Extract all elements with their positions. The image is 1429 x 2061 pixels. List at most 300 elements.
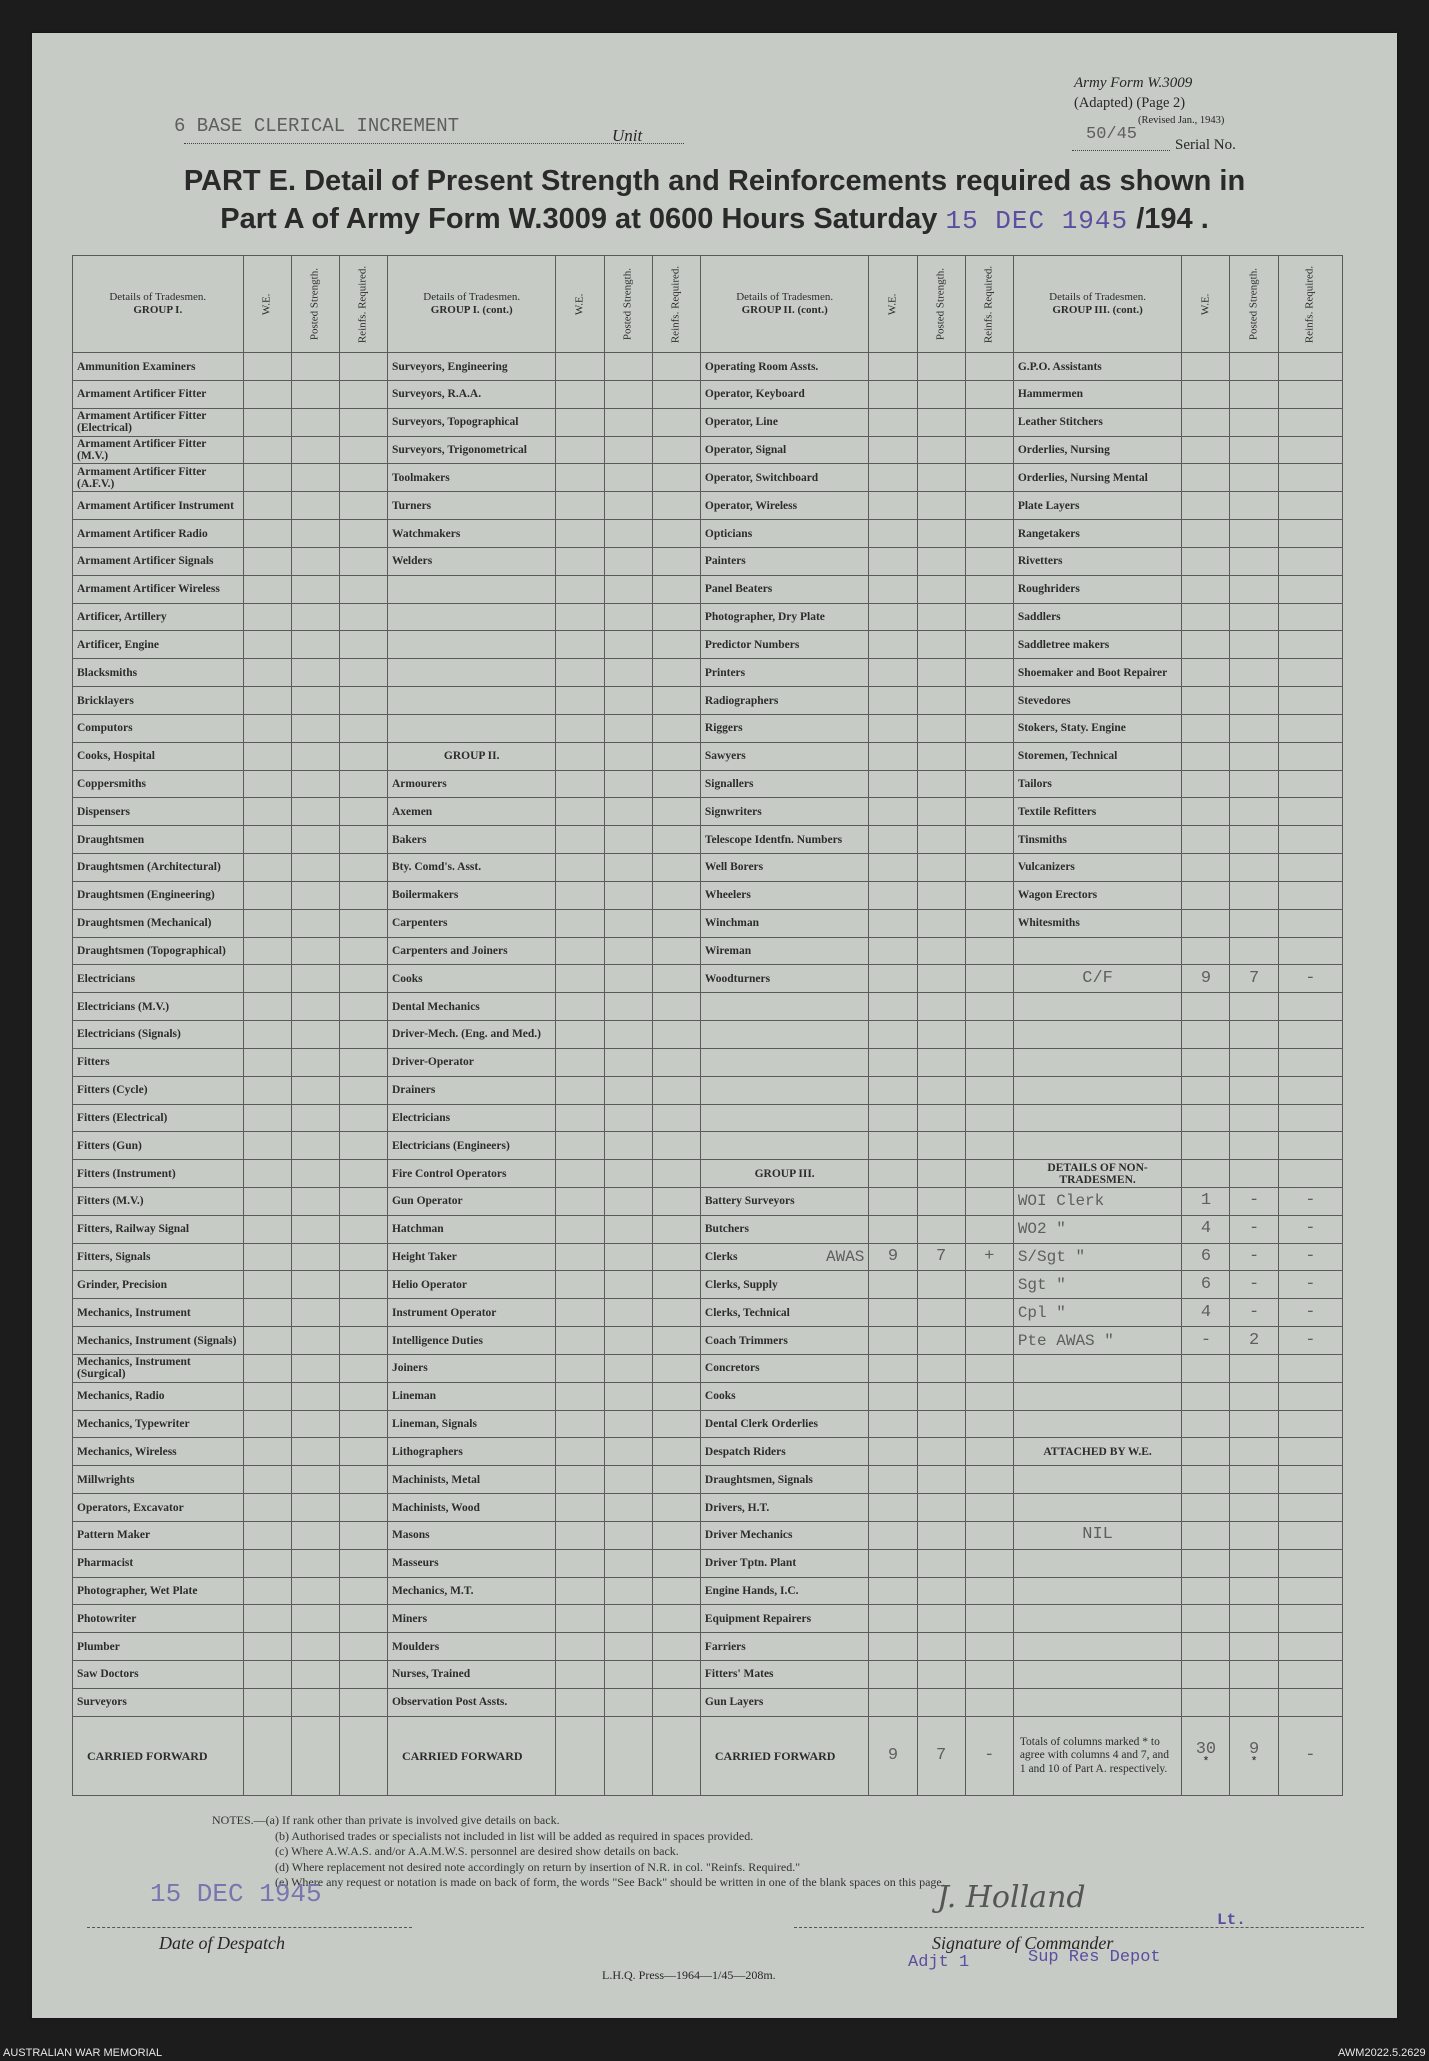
- value-cell: [965, 993, 1013, 1021]
- trade-name: Tinsmiths: [1013, 826, 1182, 854]
- value-cell: [965, 1549, 1013, 1577]
- table-row: [73, 436, 1343, 464]
- value-cell: -: [1230, 1271, 1278, 1299]
- value-cell: -: [1278, 1299, 1342, 1327]
- value-cell: [1278, 1104, 1342, 1132]
- value-cell: [339, 1521, 387, 1549]
- value-cell: [869, 1521, 917, 1549]
- value-cell: [1230, 1048, 1278, 1076]
- trade-name: Surveyors, Trigonometrical: [387, 436, 556, 464]
- table-row: [73, 1076, 1343, 1104]
- value-cell: [652, 965, 700, 993]
- value-cell: [339, 603, 387, 631]
- value-cell: [556, 1048, 604, 1076]
- trade-name: Mechanics, Radio: [73, 1382, 244, 1410]
- value-cell: [243, 1438, 291, 1466]
- trade-name: [700, 1132, 869, 1160]
- value-cell: [604, 659, 652, 687]
- value-cell: [965, 1438, 1013, 1466]
- value-cell: [556, 1605, 604, 1633]
- value-cell: [243, 1494, 291, 1522]
- trade-name: Stokers, Staty. Engine: [1013, 714, 1182, 742]
- value-cell: [339, 1354, 387, 1382]
- trade-name: Surveyors, R.A.A.: [387, 380, 556, 408]
- value-cell: [556, 1188, 604, 1216]
- value-cell: [917, 1633, 965, 1661]
- tradesmen-table: [72, 255, 1343, 1796]
- trade-name: Draughtsmen (Topographical): [73, 937, 244, 965]
- col-posted: Posted Strength.: [604, 256, 652, 353]
- value-cell: [1278, 1076, 1342, 1104]
- value-cell: [291, 1132, 339, 1160]
- value-cell: [291, 881, 339, 909]
- value-cell: [339, 547, 387, 575]
- value-cell: [339, 408, 387, 436]
- value-cell: [869, 520, 917, 548]
- value-cell: [1182, 1132, 1230, 1160]
- value-cell: [869, 603, 917, 631]
- value-cell: [965, 1633, 1013, 1661]
- press-line: L.H.Q. Press—1964—1/45—208m.: [602, 1968, 776, 1982]
- value-cell: [869, 464, 917, 492]
- value-cell: [917, 1299, 965, 1327]
- value-cell: [1182, 881, 1230, 909]
- value-cell: [243, 520, 291, 548]
- trade-name: [387, 687, 556, 715]
- trade-name: Electricians: [73, 965, 244, 993]
- value-cell: [917, 464, 965, 492]
- value-cell: -: [1230, 1299, 1278, 1327]
- trade-name: Panel Beaters: [700, 575, 869, 603]
- title-line-2: Part A of Army Form W.3009 at 0600 Hours Saturday: [220, 203, 938, 235]
- value-cell: [291, 1605, 339, 1633]
- value-cell: [869, 436, 917, 464]
- value-cell: -: [1230, 1243, 1278, 1271]
- trade-name: [387, 714, 556, 742]
- value-cell: [917, 1048, 965, 1076]
- value-cell: [965, 1688, 1013, 1716]
- value-cell: [1278, 1382, 1342, 1410]
- trade-name: [700, 1104, 869, 1132]
- value-cell: [556, 909, 604, 937]
- trade-name: [1013, 1048, 1182, 1076]
- value-cell: [917, 993, 965, 1021]
- trade-name: Fire Control Operators: [387, 1160, 556, 1188]
- value-cell: 4: [1182, 1215, 1230, 1243]
- trade-name: Armament Artificer Fitter (A.F.V.): [73, 464, 244, 492]
- value-cell: [291, 965, 339, 993]
- value-cell: [1278, 1605, 1342, 1633]
- title-line-2-wrap: Part A of Army Form W.3009 at 0600 Hours Saturday 15 DEC 1945 /194 .: [220, 203, 1209, 236]
- value-cell: [339, 1466, 387, 1494]
- title-date-stamp: 15 DEC 1945: [945, 206, 1129, 236]
- archive-ref: AWM2022.5.2629: [1338, 2047, 1426, 2059]
- cf-reinfs-3: -: [965, 1717, 1013, 1796]
- value-cell: [291, 575, 339, 603]
- value-cell: [965, 854, 1013, 882]
- value-cell: 1: [1182, 1188, 1230, 1216]
- value-cell: [604, 408, 652, 436]
- value-cell: [339, 854, 387, 882]
- value-cell: [1230, 603, 1278, 631]
- value-cell: [869, 1688, 917, 1716]
- value-cell: [869, 575, 917, 603]
- value-cell: [1278, 492, 1342, 520]
- table-row: [73, 1327, 1343, 1355]
- trade-name: Drainers: [387, 1076, 556, 1104]
- trade-name: Well Borers: [700, 854, 869, 882]
- value-cell: [965, 464, 1013, 492]
- trade-name: [1013, 1549, 1182, 1577]
- value-cell: [652, 1605, 700, 1633]
- trade-name: Butchers: [700, 1215, 869, 1243]
- value-cell: [652, 881, 700, 909]
- value-cell: [556, 464, 604, 492]
- value-cell: [652, 520, 700, 548]
- value-cell: [1182, 492, 1230, 520]
- trade-name: C/F: [1013, 965, 1182, 993]
- trade-name: Fitters (M.V.): [73, 1188, 244, 1216]
- value-cell: [917, 826, 965, 854]
- value-cell: [652, 1382, 700, 1410]
- value-cell: -: [1278, 1271, 1342, 1299]
- value-cell: [652, 603, 700, 631]
- value-cell: [917, 380, 965, 408]
- col-we: W.E.: [243, 256, 291, 353]
- value-cell: [1230, 492, 1278, 520]
- value-cell: [1182, 1661, 1230, 1689]
- value-cell: [604, 687, 652, 715]
- value-cell: [917, 1661, 965, 1689]
- value-cell: [291, 1410, 339, 1438]
- value-cell: [339, 687, 387, 715]
- value-cell: [1182, 1466, 1230, 1494]
- col-posted: Posted Strength.: [291, 256, 339, 353]
- value-cell: [556, 603, 604, 631]
- trade-name: Moulders: [387, 1633, 556, 1661]
- value-cell: [869, 1633, 917, 1661]
- value-cell: [243, 1243, 291, 1271]
- value-cell: [556, 742, 604, 770]
- value-cell: [604, 742, 652, 770]
- value-cell: [869, 1104, 917, 1132]
- value-cell: [339, 1188, 387, 1216]
- value-cell: [243, 492, 291, 520]
- trade-name: [1013, 1021, 1182, 1049]
- value-cell: [1278, 1132, 1342, 1160]
- trade-name: Rivetters: [1013, 547, 1182, 575]
- trade-name: Operator, Line: [700, 408, 869, 436]
- value-cell: [604, 1215, 652, 1243]
- value-cell: [339, 1382, 387, 1410]
- value-cell: [291, 1521, 339, 1549]
- value-cell: [917, 1438, 965, 1466]
- table-row: [73, 575, 1343, 603]
- value-cell: [556, 1494, 604, 1522]
- table-row: [73, 714, 1343, 742]
- value-cell: [965, 1104, 1013, 1132]
- value-cell: [243, 1410, 291, 1438]
- value-cell: +: [965, 1243, 1013, 1271]
- value-cell: [869, 742, 917, 770]
- table-row: [73, 742, 1343, 770]
- value-cell: [556, 1299, 604, 1327]
- value-cell: [917, 1021, 965, 1049]
- value-cell: [339, 1661, 387, 1689]
- value-cell: [243, 1661, 291, 1689]
- value-cell: [917, 1215, 965, 1243]
- value-cell: [291, 937, 339, 965]
- value-cell: [291, 436, 339, 464]
- table-row: [73, 993, 1343, 1021]
- value-cell: [243, 1577, 291, 1605]
- value-cell: [869, 714, 917, 742]
- value-cell: [604, 1076, 652, 1104]
- value-cell: -: [1278, 1327, 1342, 1355]
- value-cell: [339, 1577, 387, 1605]
- signature-rank: Lt.: [1217, 1911, 1246, 1929]
- value-cell: [917, 1271, 965, 1299]
- value-cell: [917, 1354, 965, 1382]
- value-cell: 4: [1182, 1299, 1230, 1327]
- value-cell: [339, 1605, 387, 1633]
- value-cell: [556, 1521, 604, 1549]
- value-cell: [1278, 1354, 1342, 1382]
- table-row: [73, 1466, 1343, 1494]
- cf-we-3: 9: [869, 1717, 917, 1796]
- trade-name: Vulcanizers: [1013, 854, 1182, 882]
- value-cell: [917, 492, 965, 520]
- value-cell: [652, 909, 700, 937]
- trade-name: Carpenters: [387, 909, 556, 937]
- value-cell: [917, 1521, 965, 1549]
- trade-name: [387, 603, 556, 631]
- trade-name: Saddletree makers: [1013, 631, 1182, 659]
- value-cell: [291, 659, 339, 687]
- value-cell: [604, 464, 652, 492]
- value-cell: [869, 1577, 917, 1605]
- value-cell: [243, 1132, 291, 1160]
- value-cell: [1230, 1633, 1278, 1661]
- value-cell: [965, 1271, 1013, 1299]
- trade-name: Battery Surveyors: [700, 1188, 869, 1216]
- trade-name: [1013, 1132, 1182, 1160]
- value-cell: [652, 993, 700, 1021]
- value-cell: [917, 631, 965, 659]
- value-cell: [556, 547, 604, 575]
- value-cell: [917, 1494, 965, 1522]
- trade-name: G.P.O. Assistants: [1013, 353, 1182, 381]
- trade-name: Electricians: [387, 1104, 556, 1132]
- value-cell: [556, 1382, 604, 1410]
- trade-name: Draughtsmen (Mechanical): [73, 909, 244, 937]
- value-cell: [339, 770, 387, 798]
- value-cell: [291, 1215, 339, 1243]
- value-cell: [1230, 909, 1278, 937]
- value-cell: [965, 770, 1013, 798]
- value-cell: [604, 1048, 652, 1076]
- value-cell: [291, 1633, 339, 1661]
- value-cell: [556, 1633, 604, 1661]
- value-cell: [291, 1549, 339, 1577]
- table-body: [73, 353, 1343, 1717]
- value-cell: [1278, 1688, 1342, 1716]
- value-cell: [339, 492, 387, 520]
- value-cell: [917, 687, 965, 715]
- value-cell: [1182, 1048, 1230, 1076]
- trade-name: Storemen, Technical: [1013, 742, 1182, 770]
- value-cell: [652, 1438, 700, 1466]
- value-cell: [243, 1605, 291, 1633]
- value-cell: [604, 436, 652, 464]
- trade-name: Boilermakers: [387, 881, 556, 909]
- value-cell: [965, 1410, 1013, 1438]
- trade-name: Stevedores: [1013, 687, 1182, 715]
- trade-name: Coach Trimmers: [700, 1327, 869, 1355]
- value-cell: [604, 353, 652, 381]
- value-cell: [1278, 993, 1342, 1021]
- value-cell: [1230, 353, 1278, 381]
- trade-name: [387, 631, 556, 659]
- value-cell: [652, 937, 700, 965]
- trade-name: Bricklayers: [73, 687, 244, 715]
- value-cell: [652, 1299, 700, 1327]
- value-cell: [243, 1466, 291, 1494]
- value-cell: [869, 909, 917, 937]
- value-cell: [243, 714, 291, 742]
- value-cell: [1230, 1521, 1278, 1549]
- value-cell: [604, 714, 652, 742]
- table-row: [73, 1048, 1343, 1076]
- value-cell: [652, 1661, 700, 1689]
- trade-name: Electricians (M.V.): [73, 993, 244, 1021]
- value-cell: [243, 1021, 291, 1049]
- trade-name: Saddlers: [1013, 603, 1182, 631]
- trade-name: Cooks: [700, 1382, 869, 1410]
- value-cell: [1182, 380, 1230, 408]
- trade-name: GROUP III.: [700, 1160, 869, 1188]
- value-cell: [339, 742, 387, 770]
- value-cell: [243, 993, 291, 1021]
- trade-name: Welders: [387, 547, 556, 575]
- table-row: [73, 1521, 1343, 1549]
- trade-name: Dental Mechanics: [387, 993, 556, 1021]
- value-cell: [339, 1549, 387, 1577]
- value-cell: [291, 603, 339, 631]
- value-cell: [556, 798, 604, 826]
- value-cell: [652, 575, 700, 603]
- value-cell: [291, 1494, 339, 1522]
- value-cell: [339, 937, 387, 965]
- value-cell: [291, 631, 339, 659]
- trade-name: Carpenters and Joiners: [387, 937, 556, 965]
- value-cell: [1230, 659, 1278, 687]
- value-cell: [1230, 520, 1278, 548]
- trade-name: [1013, 1382, 1182, 1410]
- value-cell: [1278, 1160, 1342, 1188]
- value-cell: [965, 687, 1013, 715]
- value-cell: [965, 492, 1013, 520]
- value-cell: [339, 1104, 387, 1132]
- value-cell: [339, 520, 387, 548]
- trade-name: Woodturners: [700, 965, 869, 993]
- trade-name: Draughtsmen (Architectural): [73, 854, 244, 882]
- trade-name: Sgt ": [1013, 1271, 1182, 1299]
- trade-name: [387, 659, 556, 687]
- value-cell: [652, 464, 700, 492]
- trade-name: Armament Artificer Fitter: [73, 380, 244, 408]
- value-cell: [604, 1104, 652, 1132]
- value-cell: [917, 937, 965, 965]
- table-row: [73, 659, 1343, 687]
- value-cell: [291, 1271, 339, 1299]
- value-cell: [869, 1354, 917, 1382]
- value-cell: [652, 380, 700, 408]
- value-cell: [243, 464, 291, 492]
- trade-name: Electricians (Engineers): [387, 1132, 556, 1160]
- cf-label-1: CARRIED FORWARD: [73, 1717, 244, 1796]
- value-cell: [869, 1327, 917, 1355]
- trade-name: Radiographers: [700, 687, 869, 715]
- value-cell: [917, 1132, 965, 1160]
- value-cell: [339, 1048, 387, 1076]
- trade-name: [1013, 1076, 1182, 1104]
- value-cell: [604, 1327, 652, 1355]
- trade-name: Wagon Erectors: [1013, 881, 1182, 909]
- value-cell: [556, 1215, 604, 1243]
- value-cell: [965, 1521, 1013, 1549]
- trade-name: Photographer, Wet Plate: [73, 1577, 244, 1605]
- value-cell: [291, 826, 339, 854]
- trade-name: Armament Artificer Instrument: [73, 492, 244, 520]
- trade-name: Draughtsmen (Engineering): [73, 881, 244, 909]
- trade-name: Dental Clerk Orderlies: [700, 1410, 869, 1438]
- value-cell: [965, 1605, 1013, 1633]
- value-cell: [1230, 826, 1278, 854]
- value-cell: [869, 1299, 917, 1327]
- notes: NOTES.—(a) If rank other than private is involved give details on back. (b) Authorised trades or specialists not included in list will be added as required in spaces provided. (c) Where A.W.A.S. and/or A.A.M.W.S. personnel are desired show details on back. (d) Where replacement not desired note accordingly on return by insertion of N.R. in col. "Reinfs. Required." (e) Where any request or notation is made on back of form, the words "See Back" should be written in one of the blank spaces on this page.: [212, 1813, 945, 1889]
- header-row: [73, 256, 1343, 353]
- value-cell: [652, 1577, 700, 1605]
- value-cell: [1230, 742, 1278, 770]
- trade-name: Predictor Numbers: [700, 631, 869, 659]
- trade-name: Mechanics, Wireless: [73, 1438, 244, 1466]
- value-cell: [1230, 1438, 1278, 1466]
- value-cell: [339, 436, 387, 464]
- value-cell: [965, 1466, 1013, 1494]
- trade-name: NIL: [1013, 1521, 1182, 1549]
- form-revised: (Revised Jan., 1943): [1138, 115, 1225, 126]
- trade-name: Helio Operator: [387, 1271, 556, 1299]
- value-cell: [869, 659, 917, 687]
- totals-note: Totals of columns marked * to agree with columns 4 and 7, and 1 and 10 of Part A. respectively.: [1013, 1717, 1182, 1796]
- value-cell: [965, 353, 1013, 381]
- trade-name: Operator, Switchboard: [700, 464, 869, 492]
- value-cell: [917, 1410, 965, 1438]
- trade-name: Height Taker: [387, 1243, 556, 1271]
- value-cell: [1182, 1076, 1230, 1104]
- table-row: [73, 1410, 1343, 1438]
- trade-name: [1013, 1466, 1182, 1494]
- trade-name: Tailors: [1013, 770, 1182, 798]
- value-cell: [917, 547, 965, 575]
- value-cell: [556, 1076, 604, 1104]
- value-cell: [652, 1410, 700, 1438]
- cf-reinfs-4: -: [1278, 1717, 1342, 1796]
- value-cell: [243, 826, 291, 854]
- value-cell: [291, 1299, 339, 1327]
- table-row: [73, 1271, 1343, 1299]
